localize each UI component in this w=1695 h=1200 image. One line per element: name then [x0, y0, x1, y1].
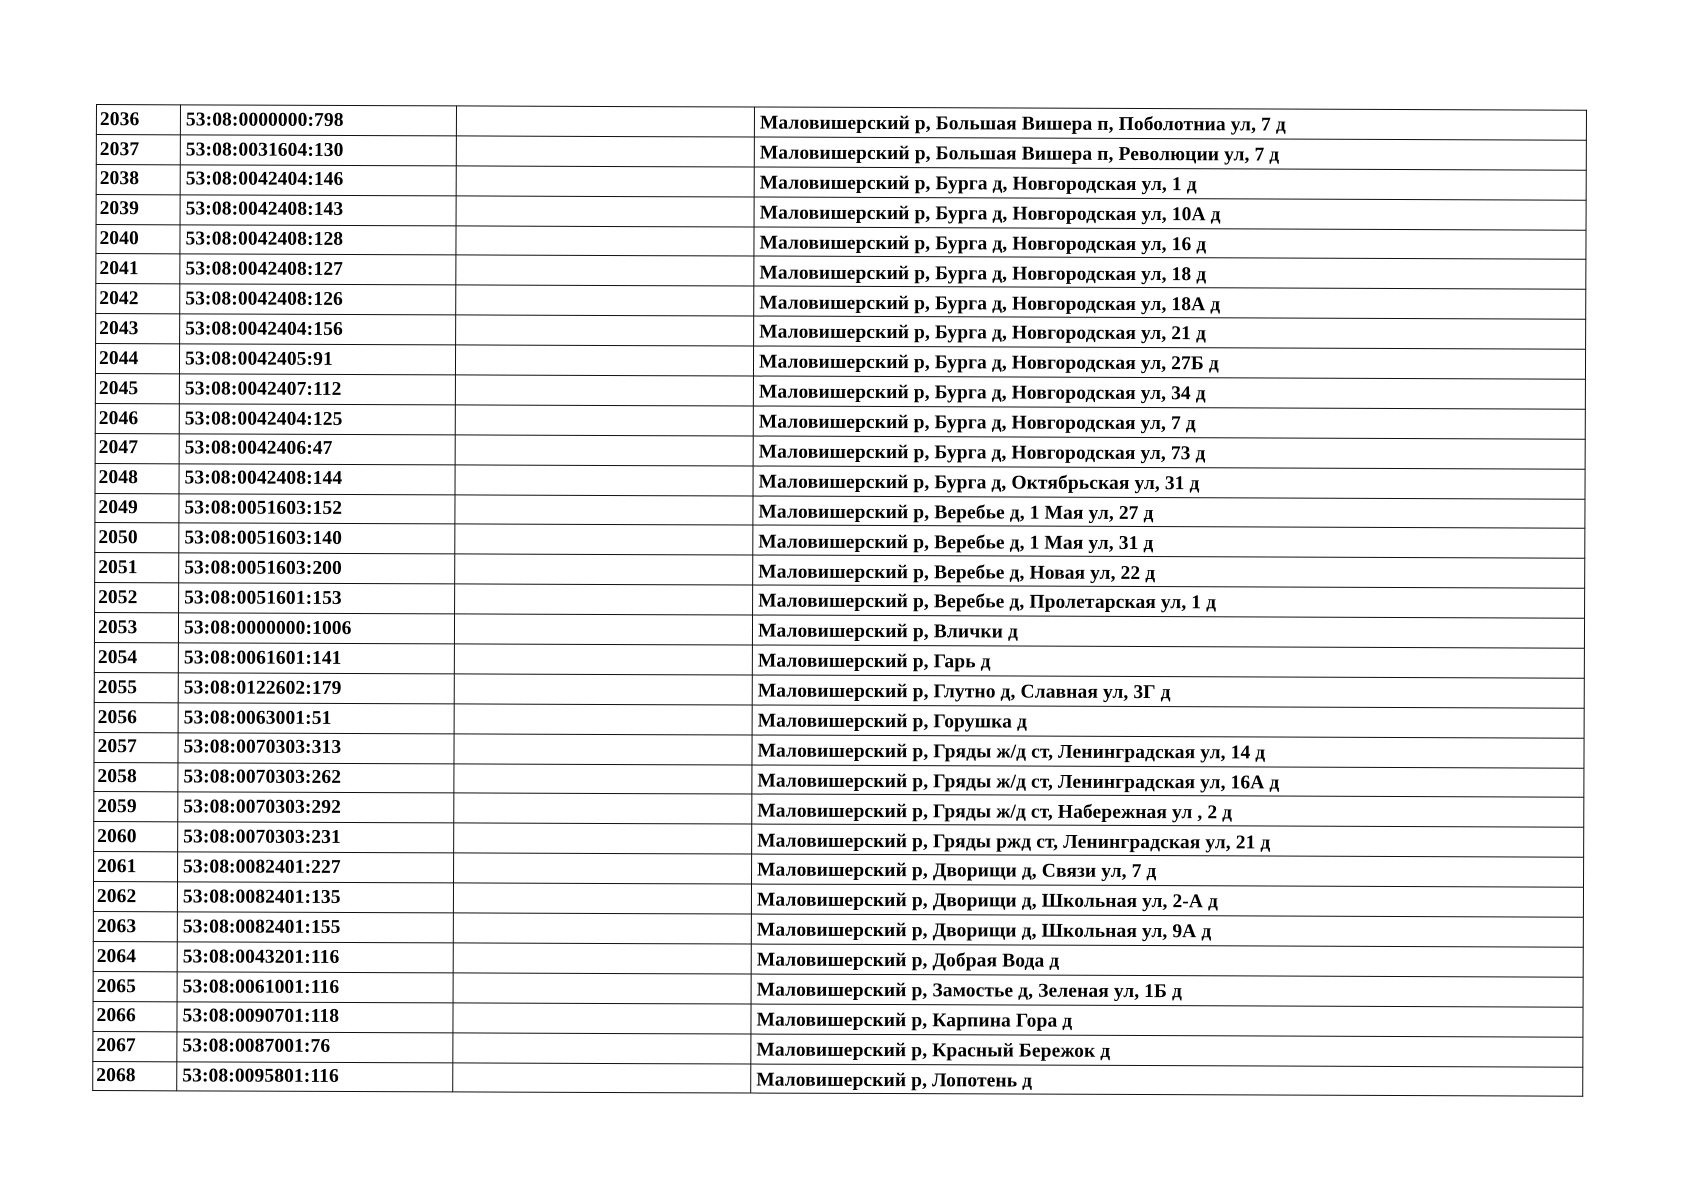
row-number: 2047 — [95, 433, 179, 463]
cadastral-number: 53:08:0090701:118 — [177, 1002, 453, 1033]
cadastral-number: 53:08:0095801:116 — [177, 1061, 453, 1092]
empty-cell — [454, 763, 752, 794]
empty-cell — [453, 913, 751, 944]
cadastral-number: 53:08:0051603:140 — [179, 523, 455, 554]
cadastral-number: 53:08:0061601:141 — [178, 643, 454, 674]
cadastral-number: 53:08:0042404:156 — [180, 314, 456, 345]
empty-cell — [455, 584, 753, 615]
row-number: 2064 — [93, 941, 177, 971]
row-number: 2036 — [96, 105, 180, 135]
empty-cell — [455, 435, 753, 466]
empty-cell — [455, 375, 753, 406]
row-number: 2058 — [94, 762, 178, 792]
row-number: 2044 — [95, 344, 179, 374]
row-number: 2060 — [94, 822, 178, 852]
address: Маловишерский р, Дворищи д, Школьная ул, 2-А д — [751, 884, 1583, 917]
cadastral-number: 53:08:0070303:292 — [178, 792, 454, 823]
cadastral-number: 53:08:0051601:153 — [179, 583, 455, 614]
row-number: 2038 — [96, 164, 180, 194]
empty-cell — [454, 704, 752, 735]
address: Маловишерский р, Гарь д — [752, 645, 1584, 678]
row-number: 2061 — [94, 852, 178, 882]
row-number: 2053 — [94, 613, 178, 643]
empty-cell — [453, 973, 751, 1004]
row-number: 2042 — [96, 284, 180, 314]
address: Маловишерский р, Дворищи д, Школьная ул, 9А д — [751, 914, 1583, 947]
address: Маловишерский р, Лопотень д — [751, 1064, 1583, 1097]
empty-cell — [454, 853, 752, 884]
cadastral-number: 53:08:0000000:798 — [180, 105, 456, 136]
empty-cell — [456, 285, 754, 316]
address: Маловишерский р, Гряды ржд ст, Ленинградская ул, 21 д — [752, 824, 1584, 857]
address: Маловишерский р, Веребье д, 1 Мая ул, 27 д — [753, 496, 1585, 529]
row-number: 2065 — [93, 971, 177, 1001]
row-number: 2063 — [93, 912, 177, 942]
address: Маловишерский р, Бурга д, Новгородская ул, 16 д — [754, 227, 1586, 260]
cadastral-number: 53:08:0082401:155 — [177, 912, 453, 943]
address: Маловишерский р, Бурга д, Новгородская ул, 27Б д — [753, 346, 1585, 379]
cadastral-number: 53:08:0042405:91 — [179, 344, 455, 375]
cadastral-number: 53:08:0031604:130 — [180, 135, 456, 166]
row-number: 2054 — [94, 643, 178, 673]
address: Маловишерский р, Бурга д, Новгородская ул, 18 д — [754, 256, 1586, 289]
row-number: 2043 — [96, 314, 180, 344]
row-number: 2055 — [94, 672, 178, 702]
cadastral-number: 53:08:0070303:262 — [178, 762, 454, 793]
empty-cell — [453, 1032, 751, 1063]
empty-cell — [456, 196, 754, 227]
address: Маловишерский р, Гряды ж/д ст, Набережная ул , 2 д — [752, 795, 1584, 828]
cadastral-number: 53:08:0042407:112 — [179, 374, 455, 405]
empty-cell — [454, 644, 752, 675]
cadastral-number: 53:08:0042408:126 — [180, 284, 456, 315]
row-number: 2051 — [95, 553, 179, 583]
address: Маловишерский р, Дворищи д, Связи ул, 7 д — [752, 854, 1584, 887]
document-page — [92, 104, 1586, 1097]
address: Маловишерский р, Гряды ж/д ст, Ленинградская ул, 16А д — [752, 765, 1584, 798]
row-number: 2050 — [95, 523, 179, 553]
address: Маловишерский р, Бурга д, Новгородская ул, 73 д — [753, 436, 1585, 469]
empty-cell — [456, 106, 754, 137]
row-number: 2059 — [94, 792, 178, 822]
address: Маловишерский р, Бурга д, Новгородская ул, 34 д — [753, 376, 1585, 409]
address: Маловишерский р, Замостье д, Зеленая ул, 1Б д — [751, 974, 1583, 1007]
address: Маловишерский р, Веребье д, Пролетарская ул, 1 д — [753, 585, 1585, 618]
empty-cell — [456, 225, 754, 256]
empty-cell — [455, 494, 753, 525]
address: Маловишерский р, Глутно д, Славная ул, 3Г д — [752, 675, 1584, 708]
empty-cell — [453, 883, 751, 914]
row-number: 2037 — [96, 134, 180, 164]
empty-cell — [456, 315, 754, 346]
cadastral-number: 53:08:0082401:227 — [178, 852, 454, 883]
property-register-table — [92, 104, 1587, 1097]
cadastral-number: 53:08:0063001:51 — [178, 703, 454, 734]
address: Маловишерский р, Веребье д, 1 Мая ул, 31 д — [753, 525, 1585, 558]
empty-cell — [455, 345, 753, 376]
row-number: 2057 — [94, 732, 178, 762]
empty-cell — [454, 823, 752, 854]
address: Маловишерский р, Гряды ж/д ст, Ленинградская ул, 14 д — [752, 735, 1584, 768]
empty-cell — [455, 554, 753, 585]
address: Маловишерский р, Большая Вишера п, Революции ул, 7 д — [754, 137, 1586, 170]
cadastral-number: 53:08:0051603:152 — [179, 493, 455, 524]
row-number: 2039 — [96, 194, 180, 224]
row-number: 2066 — [93, 1001, 177, 1031]
cadastral-number: 53:08:0087001:76 — [177, 1031, 453, 1062]
empty-cell — [453, 1062, 751, 1093]
address: Маловишерский р, Карпина Гора д — [751, 1004, 1583, 1037]
row-number: 2040 — [96, 224, 180, 254]
address: Маловишерский р, Бурга д, Новгородская ул, 21 д — [754, 316, 1586, 349]
cadastral-number: 53:08:0043201:116 — [177, 942, 453, 973]
cadastral-number: 53:08:0042408:128 — [180, 224, 456, 255]
address: Маловишерский р, Красный Бережок д — [751, 1034, 1583, 1067]
address: Маловишерский р, Бурга д, Октябрьская ул, 31 д — [753, 466, 1585, 499]
row-number: 2046 — [95, 403, 179, 433]
empty-cell — [456, 166, 754, 197]
empty-cell — [456, 136, 754, 167]
row-number: 2062 — [93, 882, 177, 912]
row-number: 2049 — [95, 493, 179, 523]
row-number: 2041 — [96, 254, 180, 284]
row-number: 2067 — [93, 1031, 177, 1061]
cadastral-number: 53:08:0042408:143 — [180, 194, 456, 225]
cadastral-number: 53:08:0042406:47 — [179, 434, 455, 465]
table-row — [93, 1061, 1583, 1097]
cadastral-number: 53:08:0042404:125 — [179, 404, 455, 435]
address: Маловишерский р, Бурга д, Новгородская ул, 10А д — [754, 197, 1586, 230]
row-number: 2048 — [95, 463, 179, 493]
empty-cell — [454, 674, 752, 705]
empty-cell — [453, 1003, 751, 1034]
cadastral-number: 53:08:0042404:146 — [180, 165, 456, 196]
row-number: 2045 — [95, 374, 179, 404]
empty-cell — [455, 465, 753, 496]
cadastral-number: 53:08:0042408:144 — [179, 464, 455, 495]
cadastral-number: 53:08:0122602:179 — [178, 673, 454, 704]
cadastral-number: 53:08:0061001:116 — [177, 972, 453, 1003]
address: Маловишерский р, Добрая Вода д — [751, 944, 1583, 977]
empty-cell — [453, 943, 751, 974]
cadastral-number: 53:08:0000000:1006 — [178, 613, 454, 644]
address: Маловишерский р, Бурга д, Новгородская ул, 7 д — [753, 406, 1585, 439]
cadastral-number: 53:08:0082401:135 — [177, 882, 453, 913]
address: Маловишерский р, Бурга д, Новгородская ул, 18А д — [754, 286, 1586, 319]
address: Маловишерский р, Большая Вишера п, Поболотниа ул, 7 д — [754, 107, 1586, 140]
empty-cell — [454, 793, 752, 824]
address: Маловишерский р, Влички д — [752, 615, 1584, 648]
row-number: 2052 — [95, 583, 179, 613]
row-number: 2056 — [94, 702, 178, 732]
empty-cell — [455, 524, 753, 555]
cadastral-number: 53:08:0070303:231 — [178, 822, 454, 853]
address: Маловишерский р, Веребье д, Новая ул, 22 д — [753, 555, 1585, 588]
cadastral-number: 53:08:0042408:127 — [180, 254, 456, 285]
address: Маловишерский р, Горушка д — [752, 705, 1584, 738]
cadastral-number: 53:08:0070303:313 — [178, 733, 454, 764]
empty-cell — [455, 405, 753, 436]
empty-cell — [454, 614, 752, 645]
empty-cell — [454, 734, 752, 765]
empty-cell — [456, 255, 754, 286]
cadastral-number: 53:08:0051603:200 — [179, 553, 455, 584]
table-body — [93, 105, 1587, 1097]
row-number: 2068 — [93, 1061, 177, 1091]
address: Маловишерский р, Бурга д, Новгородская ул, 1 д — [754, 167, 1586, 200]
